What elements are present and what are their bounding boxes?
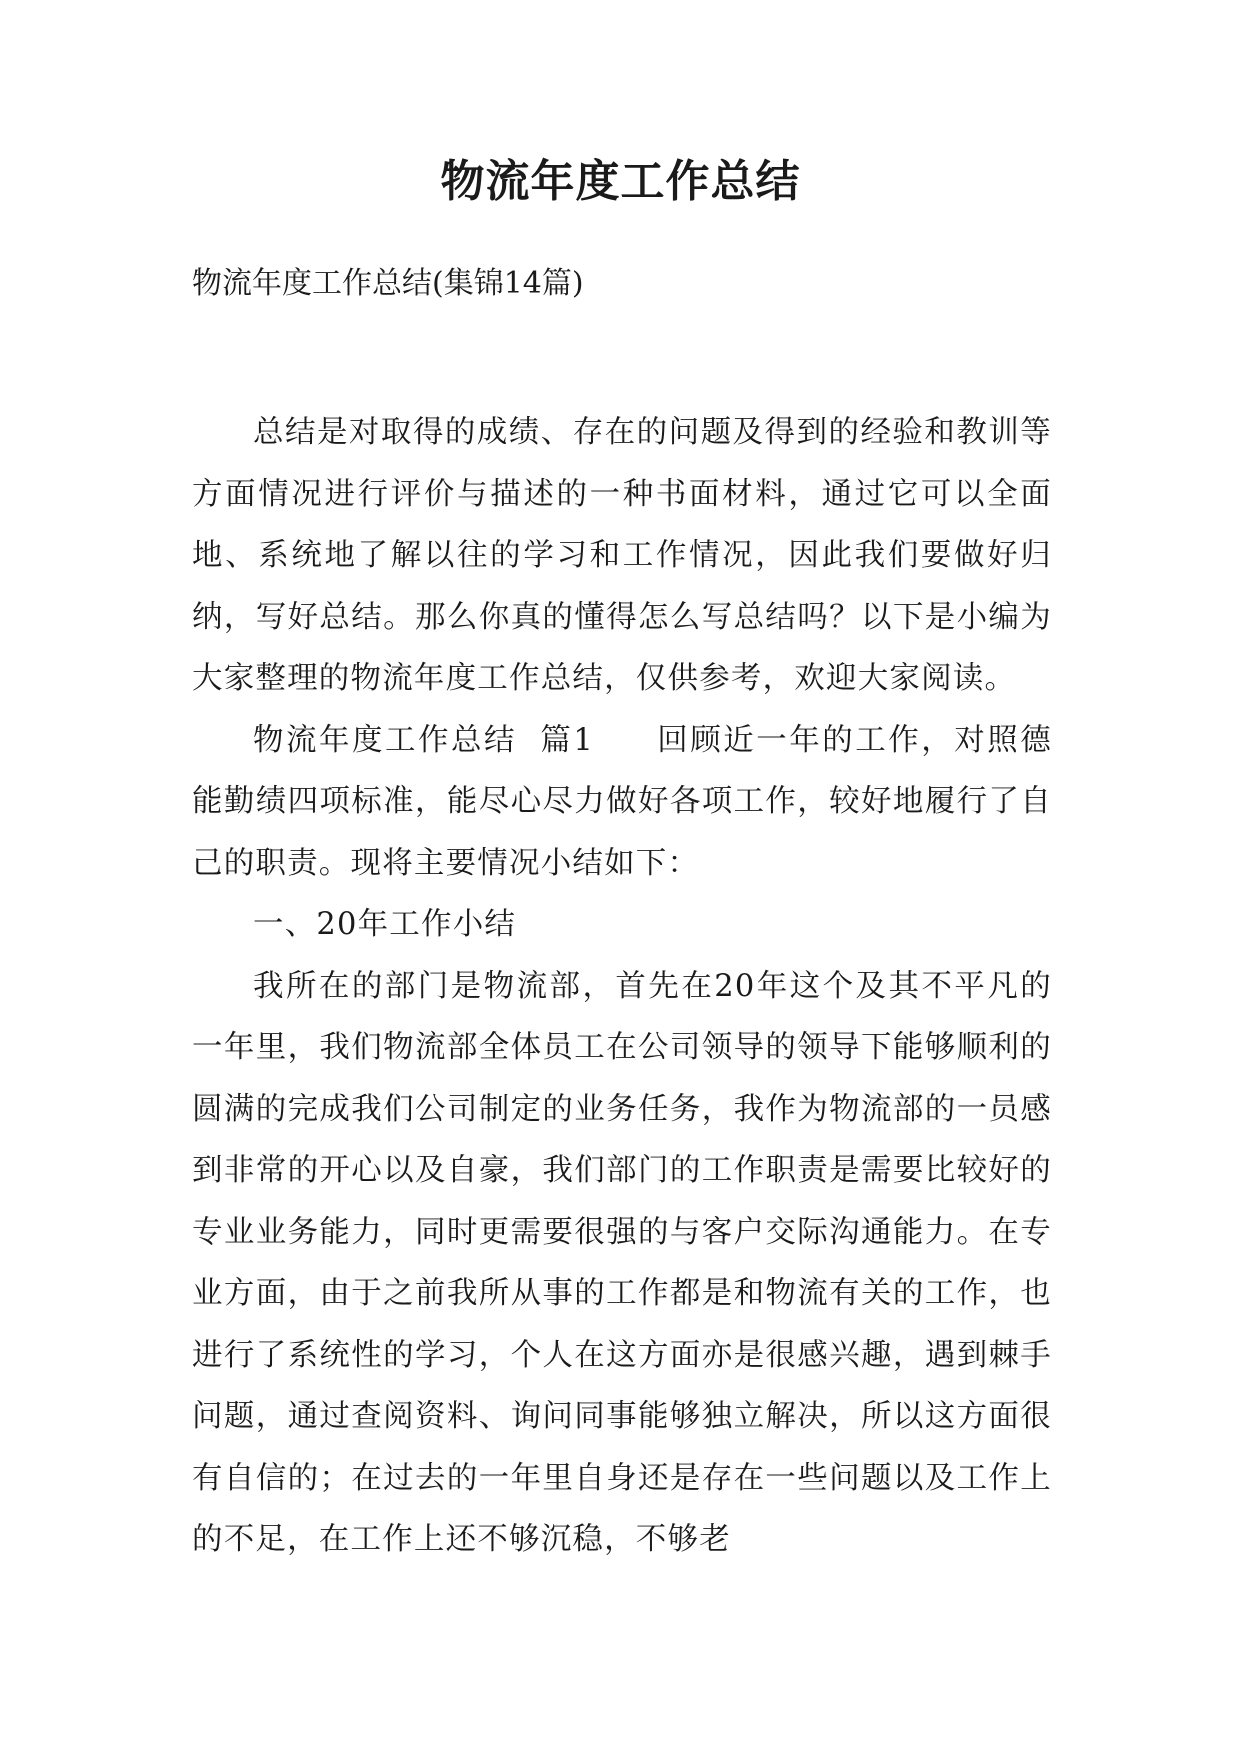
- document-body: [192, 402, 1052, 1571]
- part1-paragraph: [192, 710, 1052, 895]
- part1-label: 篇1: [539, 722, 594, 758]
- section1-heading: 一、20年工作小结: [253, 907, 517, 942]
- part1-text: 回顾近一年的工作，对照德能勤绩四项标准，能尽心尽力做好各项工作，较好地履行了自己的职责。现将主要情况小结如下：: [192, 722, 1052, 881]
- intro-paragraph: 总结是对取得的成绩、存在的问题及得到的经验和教训等方面情况进行评价与描述的一种书面材料，通过它可以全面地、系统地了解以往的学习和工作情况，因此我们要做好归纳，写好总结。那么你真的懂得怎么写总结吗？以下是小编为大家整理的物流年度工作总结，仅供参考，欢迎大家阅读。: [192, 415, 1052, 696]
- document-title: 物流年度工作总结: [440, 156, 801, 207]
- section1-paragraph: 我所在的部门是物流部，首先在20年这个及其不平凡的一年里，我们物流部全体员工在公司领导的领导下能够顺利的圆满的完成我们公司制定的业务任务，我作为物流部的一员感到非常的开心以及自豪，我们部门的工作职责是需要比较好的专业业务能力，同时更需要很强的与客户交际沟通能力。在专业方面，由于之前我所从事的工作都是和物流有关的工作，也进行了系统性的学习，个人在这方面亦是很感兴趣，遇到棘手问题，通过查阅资料、询问同事能够独立解决，所以这方面很有自信的；在过去的一年里自身还是存在一些问题以及工作上的不足，在工作上还不够沉稳，不够老: [192, 968, 1052, 1557]
- document-subtitle: 物流年度工作总结(集锦14篇): [192, 266, 584, 301]
- part1-heading: 物流年度工作总结: [253, 722, 518, 758]
